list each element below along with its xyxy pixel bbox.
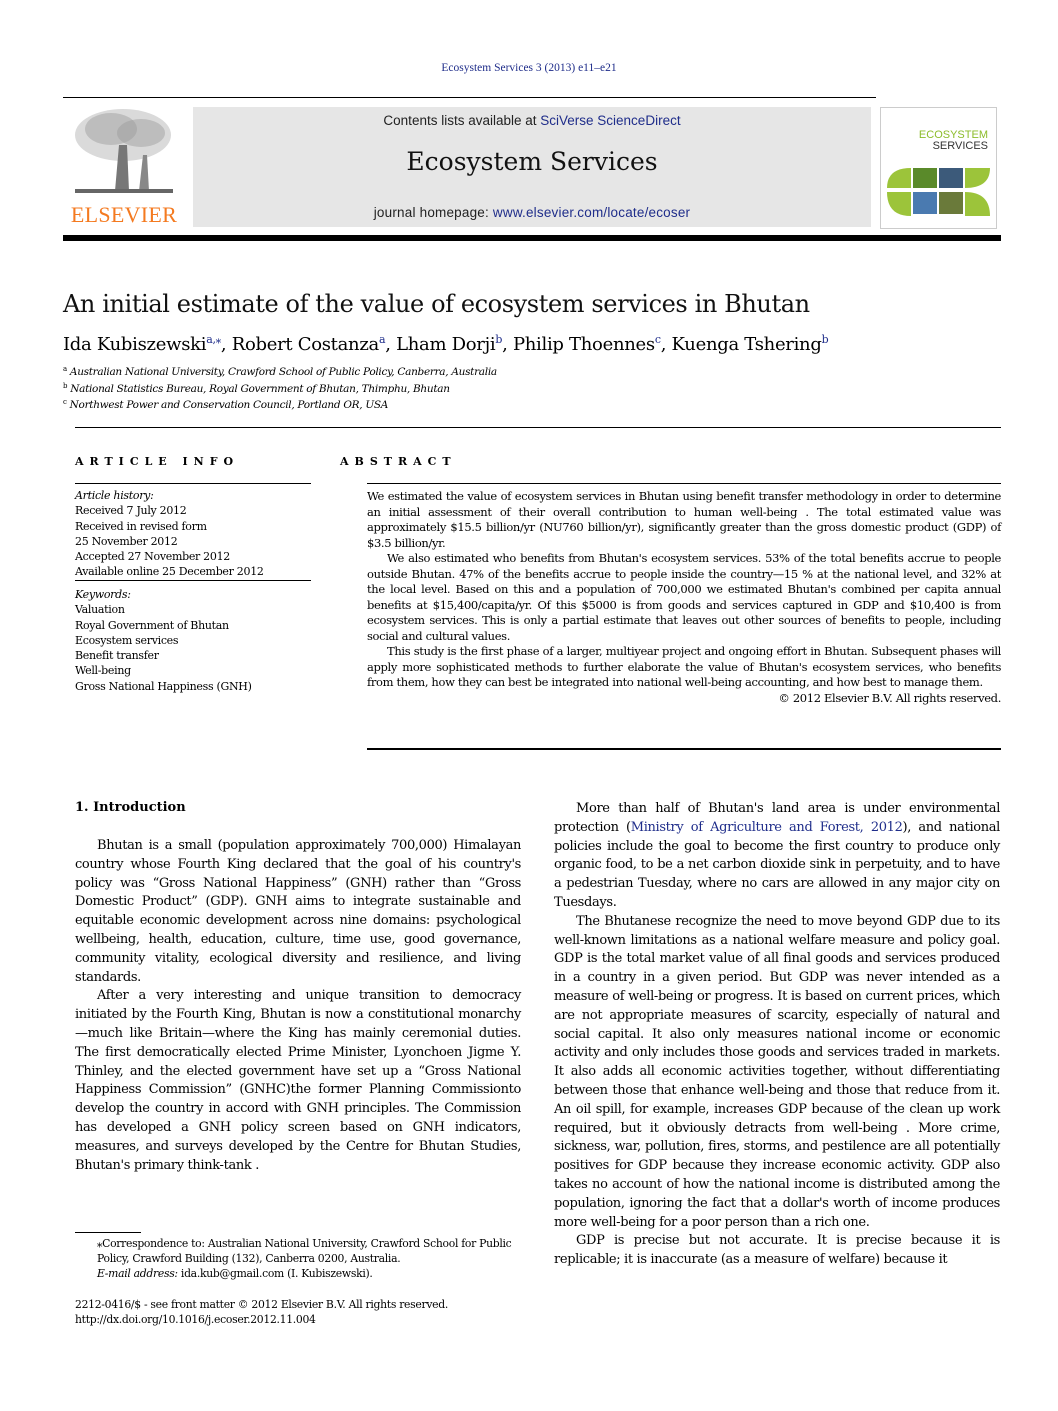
body-paragraph: More than half of Bhutan's land area is under environmental protection (Ministry of Agriculture and Forest, 2012), and national policies include the goal to become the first country to produce only organic food, to be a net carbon dioxide sink in perpetuity, and to have a pedestrian Tuesday, where no cars are allowed in any major city on Tuesdays. <box>554 801 1000 910</box>
affiliation-b: $^b$ National Statistics Bureau, Royal Government of Bhutan, Thimphu, Bhutan <box>63 382 450 395</box>
author-list: Ida Kubiszewski$^{a,⁎}$, Robert Costanza$^a$, Lham Dorji$^b$, Philip Thoennes$^c$, Kuenga Tshering$^b$ <box>63 333 829 355</box>
history-item: Accepted 27 November 2012 <box>75 550 230 564</box>
keyword-item: Benefit transfer <box>75 649 159 663</box>
affiliation-c: $^c$ Northwest Power and Conservation Council, Portland OR, USA <box>63 398 389 411</box>
abstract-paragraph: This study is the first phase of a larger, multiyear project and ongoing effort in Bhutan. Subsequent phases will apply more sophisticated methods to further elaborate the value of Bhutan's ecosystem services, who benefits from them, how they can best be integrated into national well-being accounting, and how best to manage them. <box>367 644 1001 689</box>
body-paragraph: Bhutan is a small (population approximately 700,000) Himalayan country whose Fourth King declared that the goal of his country's policy was “Gross National Happiness” (GNH) rather than “Gross Domestic Product” (GDP). GNH aims to integrate sustainable and equitable economic development across nine domains: psychological wellbeing, health, education, culture, time use, good governance, community vitality, ecological diversity and resilience, and living standards. <box>75 838 521 985</box>
abstract-body <box>367 489 1001 706</box>
body-paragraph: GDP is precise but not accurate. It is precise because it is replicable; it is inaccurate (as a measure of welfare) because it <box>554 1233 1000 1268</box>
journal-homepage-link[interactable]: www.elsevier.com/locate/ecoser <box>492 205 691 220</box>
author-name[interactable]: Robert Costanza <box>231 334 379 355</box>
author-affil-marker[interactable]: a,⁎ <box>206 333 221 346</box>
homepage-line: journal homepage: www.elsevier.com/locate/ecoser <box>373 205 691 220</box>
article-history: Article history: Received 7 July 2012 Received in revised form 25 November 2012 Accepted 27 November 2012 Available online 25 December 2012 <box>75 488 311 580</box>
history-item: Received 7 July 2012 <box>75 504 187 518</box>
section-heading-introduction: 1. Introduction <box>75 800 186 815</box>
footnote-correspondence: ⁎Correspondence to: Australian National University, Crawford School for Public Policy, Crawford Building (132), Canberra 0200, Australia. E-mail address: ida.kub@gmail.com (I. Kubiszewski). <box>97 1237 512 1280</box>
author-name[interactable]: Philip Thoennes <box>512 334 655 355</box>
doi-link[interactable]: http://dx.doi.org/10.1016/j.ecoser.2012.11.004 <box>75 1313 316 1326</box>
journal-title: Ecosystem Services <box>406 147 658 176</box>
elsevier-logo <box>63 103 185 228</box>
author-name[interactable]: Lham Dorji <box>396 334 496 355</box>
contents-line: Contents lists available at SciVerse ScienceDirect <box>383 113 681 128</box>
body-paragraph: The Bhutanese recognize the need to move beyond GDP due to its well-known limitations as a national welfare measure and policy goal. GDP is the total market value of all final goods and services produced in a country in a given period. But GDP was never intended as a measure of well-being or progress. It is based on current prices, which are not appropriate measures of scarcity, especially of natural and social capital. It also only measures national income or economic activity and only includes those goods and services traded in markets. It also adds all economic activities together, without differentiating between those that enhance well-being and those that reduce from it. An oil spill, for example, increases GDP because of the clean up work required, but it obviously detracts from well-being . More crime, sickness, war, pollution, fires, storms, and pestilence are all potentially positives for GDP because they increase economic activity. GDP also takes no account of how the national income is distributed among the population, ignoring the fact that a dollar's worth of income produces more well-being for a poor person than a rich one. <box>554 913 1000 1230</box>
history-item: 25 November 2012 <box>75 534 178 548</box>
header-thick-rule <box>63 235 1001 241</box>
abstract-paragraph: We also estimated who benefits from Bhutan's ecosystem services. 53% of the total benefits accrue to people outside Bhutan. 47% of the benefits accrue to people inside the country—15 % at the national level, and 32% at the local level. Based on this and a population of 700,000 we estimated Bhutan's combined per capita annual benefits at $15,400/capita/yr. Of this $5000 is from goods and services captured in GDP and $10,400 is from ecosystem services. This is only a partial estimate that leaves out other sources of benefits to people, including social and cultural values. <box>367 551 1001 643</box>
body-paragraph: After a very interesting and unique transition to democracy initiated by the Fourth King, Bhutan is now a constitutional monarchy—much like Britain—where the King has mainly ceremonial duties. The first democratically elected Prime Minister, Lyonchoen Jigme Y. Thinley, and the elected government have set up a “Gross National Happiness Commission” (GNHC)the former Planning Commissionto develop the country in accord with GNH principles. The Commission has developed a GNH policy screen based on GNH indicators, measures, and surveys developed by the Centre for Bhutan Studies, Bhutan's primary think-tank . <box>75 988 521 1173</box>
history-rule <box>75 580 311 581</box>
article-info-rule <box>75 483 311 484</box>
header-rule <box>63 97 876 98</box>
journal-cover-image <box>880 107 997 229</box>
author-affil-marker[interactable]: a <box>378 333 386 346</box>
body-column-left <box>75 837 521 1175</box>
elsevier-tree-icon <box>71 105 177 195</box>
keyword-item: Well-being <box>75 664 131 678</box>
affiliation-rule <box>75 427 1001 428</box>
running-head[interactable]: Ecosystem Services 3 (2013) e11–e21 <box>441 62 617 74</box>
abstract-heading: ABSTRACT <box>340 455 457 468</box>
article-title: An initial estimate of the value of ecosystem services in Bhutan <box>63 290 810 318</box>
journal-banner <box>193 107 871 227</box>
history-item: Available online 25 December 2012 <box>75 565 264 579</box>
footnote-rule <box>75 1232 141 1233</box>
issn-line: 2212-0416/$ - see front matter © 2012 Elsevier B.V. All rights reserved. <box>75 1298 448 1311</box>
abstract-bottom-rule <box>367 748 1001 750</box>
elsevier-wordmark: ELSEVIER <box>70 202 178 227</box>
keywords: Keywords: Valuation Royal Government of Bhutan Ecosystem services Benefit transfer Well-being Gross National Happiness (GNH) <box>75 587 311 694</box>
cover-title-line2: SERVICES <box>932 140 988 152</box>
keyword-item: Gross National Happiness (GNH) <box>75 679 252 693</box>
author-name[interactable]: Kuenga Tshering <box>671 334 822 355</box>
abstract-rule <box>367 483 1001 484</box>
article-info-heading: ARTICLE INFO <box>75 455 240 468</box>
copyright-notice: © 2012 Elsevier B.V. All rights reserved. <box>778 690 1001 705</box>
keyword-item: Valuation <box>75 603 125 617</box>
author-affil-marker[interactable]: b <box>495 333 503 346</box>
email-link[interactable]: ida.kub@gmail.com (I. Kubiszewski). <box>177 1267 373 1280</box>
front-matter-notice <box>75 1297 521 1327</box>
citation-link[interactable]: Ministry of Agriculture and Forest, 2012 <box>630 819 903 835</box>
body-column-right <box>554 800 1000 1270</box>
author-affil-marker[interactable]: b <box>821 333 829 346</box>
cover-title-line1: ECOSYSTEM <box>918 129 988 141</box>
history-item: Received in revised form <box>75 519 207 533</box>
cover-artwork-icon <box>887 164 990 220</box>
keyword-item: Royal Government of Bhutan <box>75 618 229 632</box>
abstract-paragraph: We estimated the value of ecosystem services in Bhutan using benefit transfer methodology in order to determine an initial assessment of their overall contribution to human well-being . The total estimated value was approximately $15.5 billion/yr (NU760 billion/yr), significantly greater than the gross domestic product (GDP) of $3.5 billion/yr. <box>367 489 1001 550</box>
keyword-item: Ecosystem services <box>75 633 179 647</box>
affiliation-a: $^a$ Australian National University, Crawford School of Public Policy, Canberra, Australia <box>63 365 497 378</box>
author-affil-marker[interactable]: c <box>654 333 661 346</box>
sciencedirect-link[interactable]: SciVerse ScienceDirect <box>540 113 681 128</box>
author-name[interactable]: Ida Kubiszewski <box>63 334 207 355</box>
